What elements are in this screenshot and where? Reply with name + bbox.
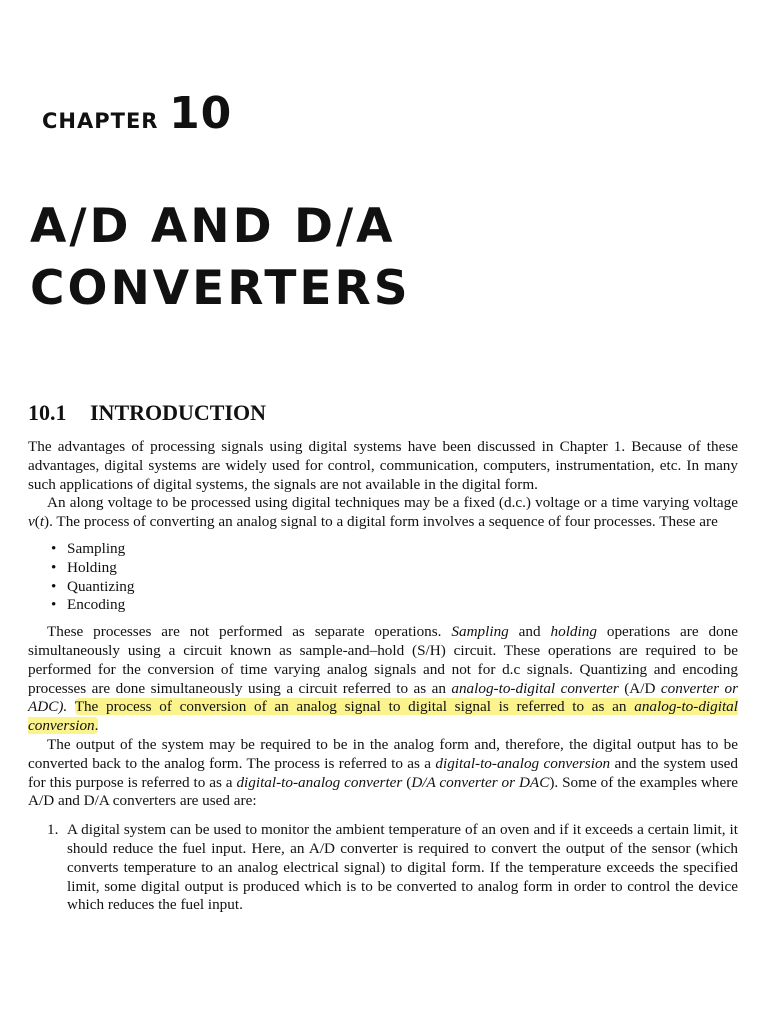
paragraph-2-text-a: An along voltage to be processed using digital techniques may be a fixed (d.c.) voltage or a time varying voltage [47,494,738,512]
section-heading [28,400,266,426]
paragraph-4 [28,736,738,811]
term-adc-conversion: analog-to-digital conversion [28,698,738,735]
highlight-end: . [94,717,99,735]
paragraph-3-and: and [508,623,551,641]
section-title: INTRODUCTION [90,400,267,425]
chapter-word: CHAPTER [42,109,159,133]
chapter-label [42,88,232,139]
list-item: • Holding [28,559,738,578]
chapter-number: 10 [169,88,233,139]
term-holding: holding [550,623,597,641]
paren-open: ( [34,513,40,531]
chapter-title-line-1: A/D AND D/A [30,199,396,254]
paragraph-1: The advantages of processing signals using digital systems have been discussed in Chapter 1. Because of these advantages, digital systems are widely used for control, communication, computers, instrumentation, etc. In many such applications of digital systems, the signals are not available in the digital form. [28,438,738,493]
paren-close: ) [44,513,50,531]
list-number: 1. [47,821,59,839]
paragraph-4-text-a: The output of the system may be required to be in the analog form and, therefore, the digital output has to be converted back to the analog form. The process is referred to as a [28,735,738,772]
math-var-v: v [28,513,35,531]
paragraph-3 [28,623,738,736]
term-adc: analog-to-digital converter [451,679,619,697]
term-adc-abbr: converter or ADC). [28,679,739,716]
examples-list [28,821,738,915]
section-number: 10.1 [28,400,67,425]
paragraph-3-text-a: These processes are not performed as separate operations. [47,623,452,641]
term-dac-conversion: digital-to-analog conversion [435,754,611,772]
paragraph-4-text-d: ). Some of the examples where A/D and D/A converters are used are: [28,773,739,810]
paragraph-3-space [67,698,74,715]
list-item: • Quantizing [28,578,738,597]
list-item [28,821,738,915]
paragraph-2 [28,494,738,532]
paragraph-2-text-b: . The process of converting an analog signal to a digital form involves a sequence of four processes. These are [49,513,718,531]
term-sampling: Sampling [451,623,509,641]
paragraph-4-text-b: and the system used for this purpose is referred to as a [28,754,739,791]
list-item-text: A digital system can be used to monitor the ambient temperature of an oven and if it exceeds a certain limit, it should reduce the fuel input. Here, an A/D converter is required to convert the output of the sensor (which converts temperature to an analog electrical signal) to digital form. If the temperature exceeds the specified limit, some digital output is produced which is to be converted to analog form in order to control the device which reduces the fuel input. [67,821,738,914]
highlight-text: The process of conversion of an analog signal to digital signal is referred to as an [74,698,635,716]
term-dac-abbr: D/A converter or DAC [411,773,550,791]
list-item: • Encoding [28,596,738,615]
paragraph-4-text-c: ( [402,773,412,791]
list-item: • Sampling [28,540,738,559]
chapter-title-line-2: CONVERTERS [30,261,411,316]
paragraph-3-text-c: (A/D [618,679,661,697]
math-var-t: t [39,513,45,531]
process-list [28,540,738,615]
chapter-title [30,196,411,320]
paragraph-3-text-b: operations are done simultaneously using a circuit known as sample-and–hold (S/H) circuit. These operations are required to be performed for the conversion of time varying analog signals and not for d.c signals. Quantizing and encoding processes are done simultaneously using a circuit referred to as an [28,623,738,697]
term-dac: digital-to-analog converter [236,773,403,791]
highlighted-sentence [28,698,738,734]
body-text [28,438,738,915]
